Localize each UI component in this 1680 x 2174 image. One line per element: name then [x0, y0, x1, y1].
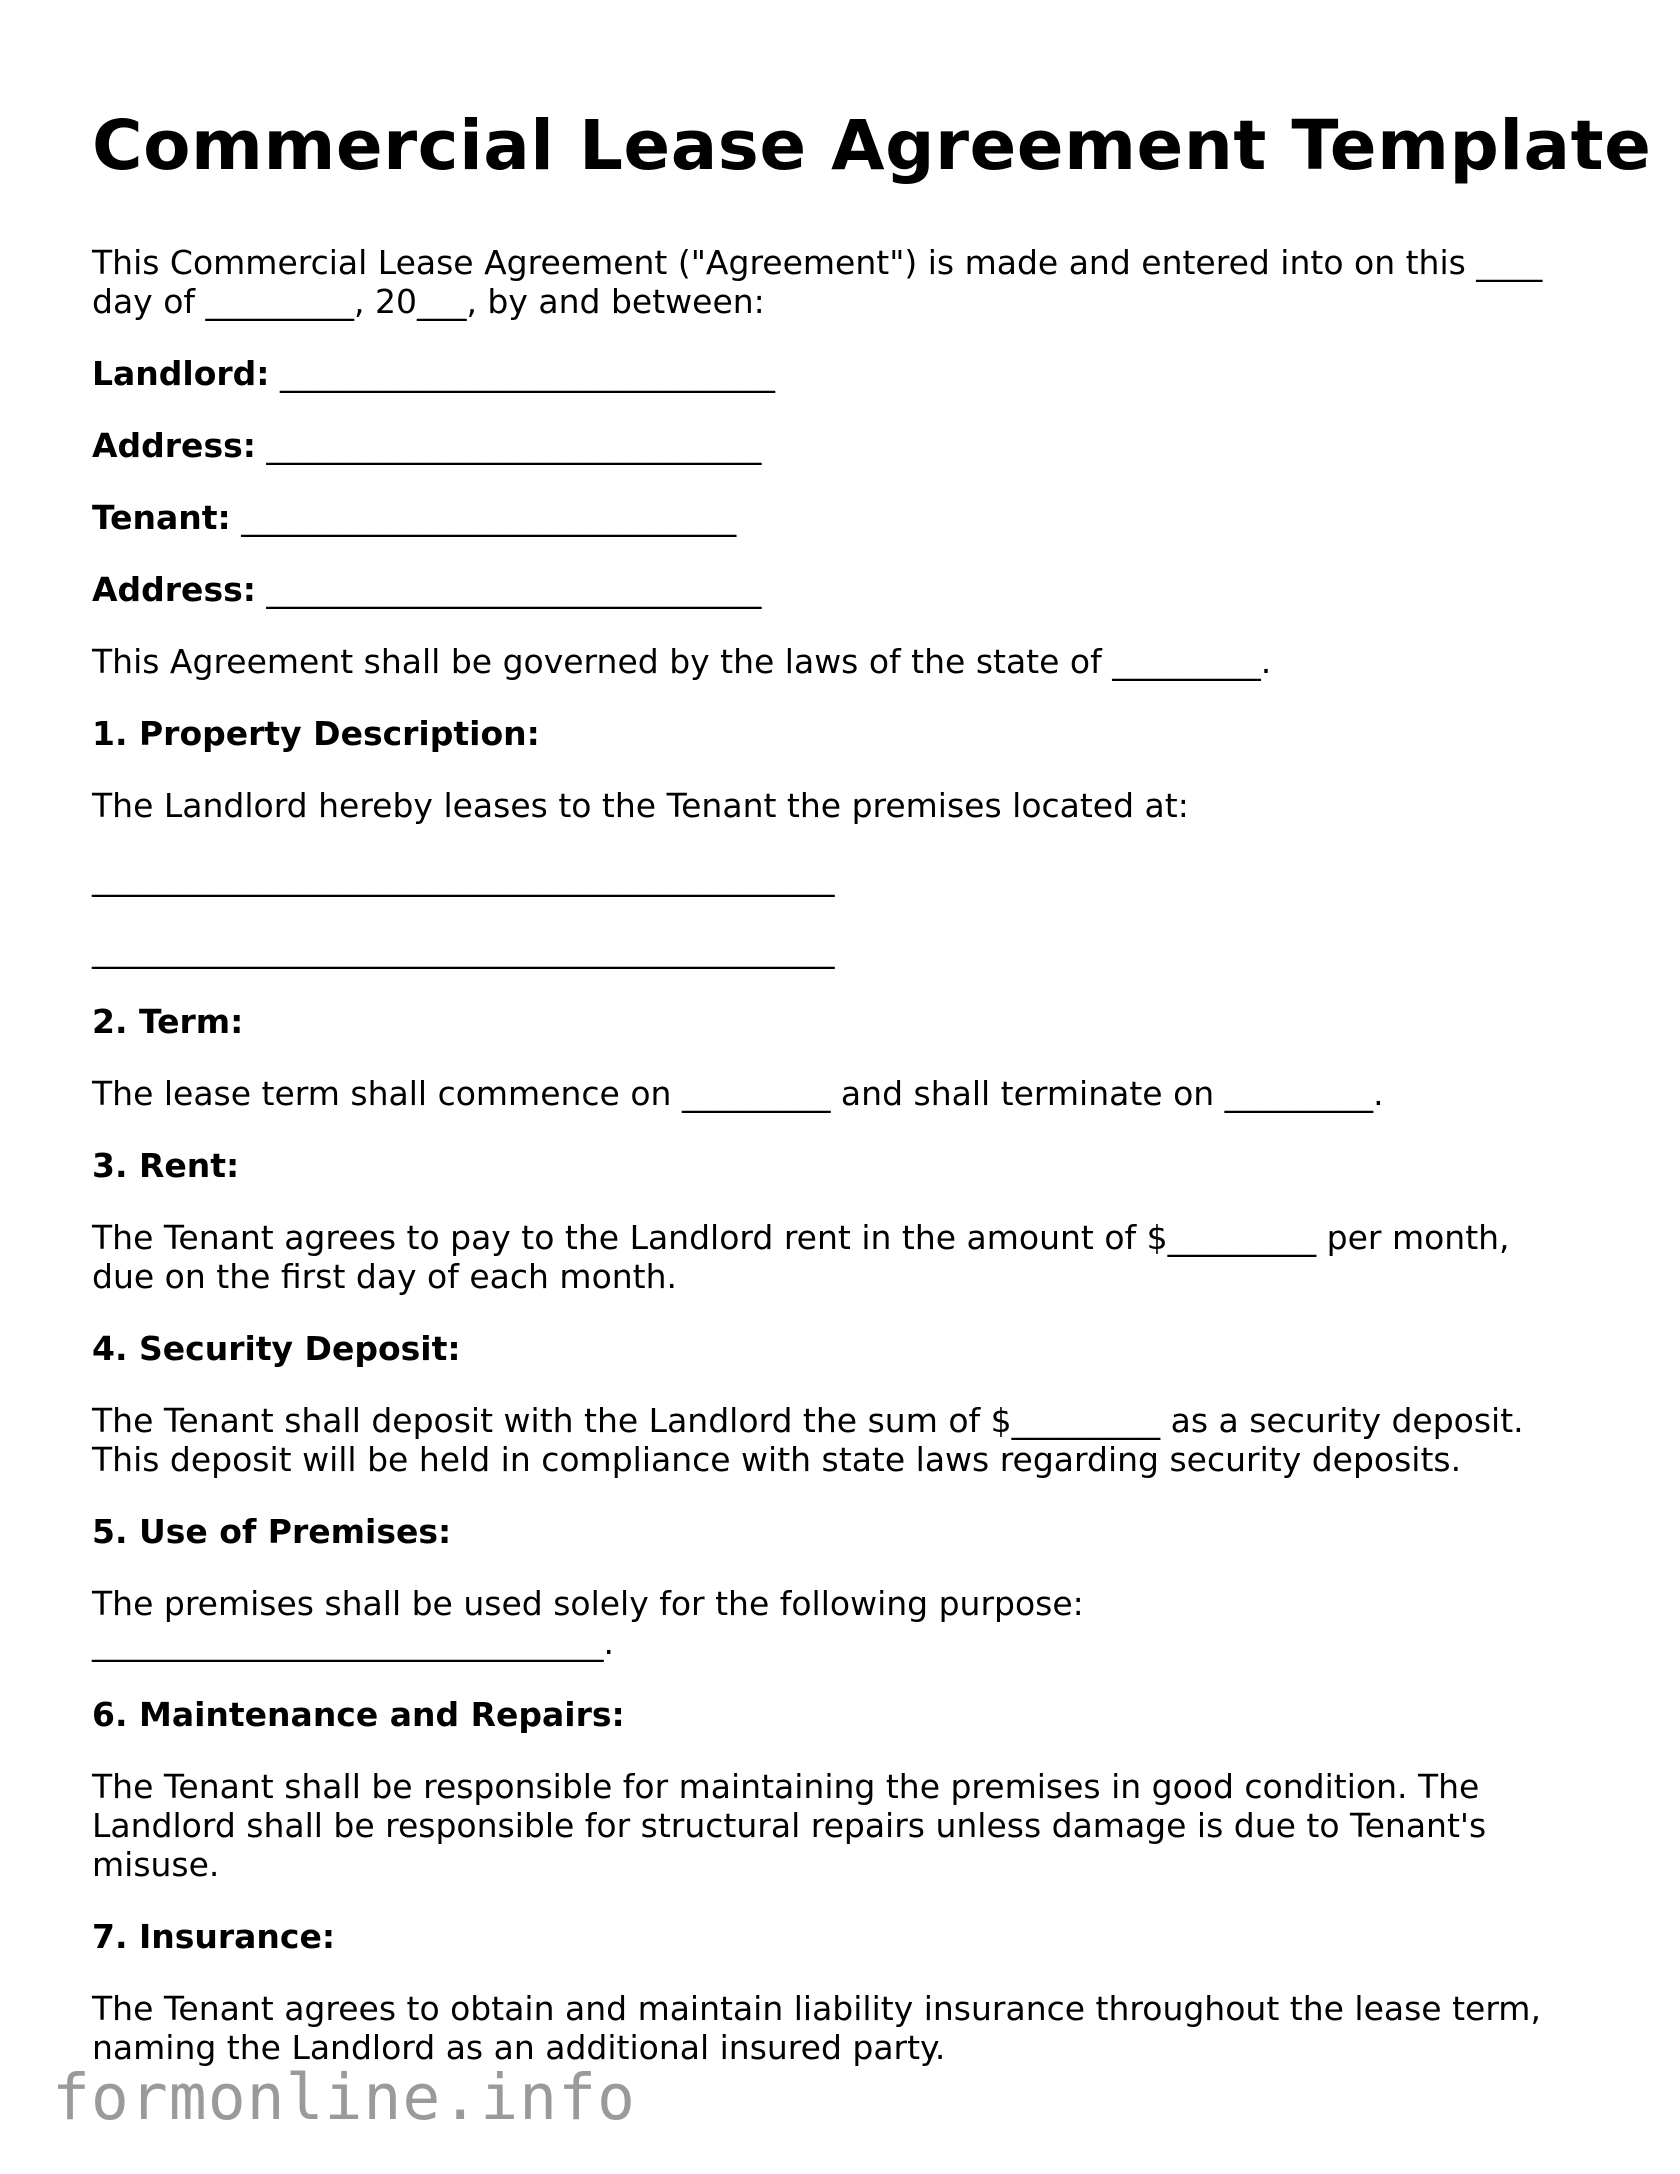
section-6-line-1: The Tenant shall be responsible for maintaining the premises in good condition. The	[92, 1767, 1480, 1806]
watermark: formonline.info	[52, 2061, 636, 2134]
section-7-line-1: The Tenant agrees to obtain and maintain liability insurance throughout the lease term,	[92, 1989, 1541, 2028]
tenant-blank: ______________________________	[241, 498, 737, 537]
section-3-line-1: The Tenant agrees to pay to the Landlord rent in the amount of $_________ per month,	[92, 1218, 1510, 1257]
section-heading-term: 2. Term:	[92, 1002, 244, 1041]
section-heading-insurance: 7. Insurance:	[92, 1917, 336, 1956]
intro-line-1: This Commercial Lease Agreement ("Agreement") is made and entered into on this ____	[92, 243, 1543, 282]
tenant-address-blank: ______________________________	[266, 570, 762, 609]
section-4-line-2: This deposit will be held in compliance with state laws regarding security deposits.	[92, 1440, 1462, 1479]
intro-line-2: day of _________, 20___, by and between:	[92, 282, 765, 321]
section-heading-property-description: 1. Property Description:	[92, 714, 540, 753]
tenant-field	[92, 498, 736, 537]
section-2-line-1: The lease term shall commence on _________ and shall terminate on _________.	[92, 1074, 1384, 1113]
landlord-label: Landlord:	[92, 354, 270, 393]
section-heading-security-deposit: 4. Security Deposit:	[92, 1329, 461, 1368]
landlord-address-label: Address:	[92, 426, 256, 465]
section-heading-use-of-premises: 5. Use of Premises:	[92, 1512, 452, 1551]
section-4-line-1: The Tenant shall deposit with the Landlord the sum of $_________ as a security deposit.	[92, 1401, 1524, 1440]
section-6-line-2: Landlord shall be responsible for structural repairs unless damage is due to Tenant's	[92, 1806, 1487, 1845]
section-7-line-2: naming the Landlord as an additional insured party.	[92, 2028, 946, 2067]
section-1-line-1: The Landlord hereby leases to the Tenant the premises located at:	[92, 786, 1189, 825]
landlord-field	[92, 354, 775, 393]
section-6-line-3: misuse.	[92, 1845, 220, 1884]
section-1-line-3: _____________________________________________	[92, 930, 835, 969]
section-1-line-2: _____________________________________________	[92, 858, 835, 897]
governing-law: This Agreement shall be governed by the laws of the state of _________.	[92, 642, 1272, 681]
tenant-label: Tenant:	[92, 498, 231, 537]
section-heading-rent: 3. Rent:	[92, 1146, 240, 1185]
document-title: Commercial Lease Agreement Template	[92, 106, 1652, 186]
tenant-address-label: Address:	[92, 570, 256, 609]
section-heading-maintenance: 6. Maintenance and Repairs:	[92, 1695, 625, 1734]
tenant-address-field	[92, 570, 761, 609]
section-3-line-2: due on the first day of each month.	[92, 1257, 678, 1296]
landlord-blank: ______________________________	[280, 354, 775, 393]
landlord-address-field	[92, 426, 761, 465]
landlord-address-blank: ______________________________	[266, 426, 762, 465]
section-5-line-2: _______________________________.	[92, 1623, 614, 1662]
section-5-line-1: The premises shall be used solely for the following purpose:	[92, 1584, 1084, 1623]
